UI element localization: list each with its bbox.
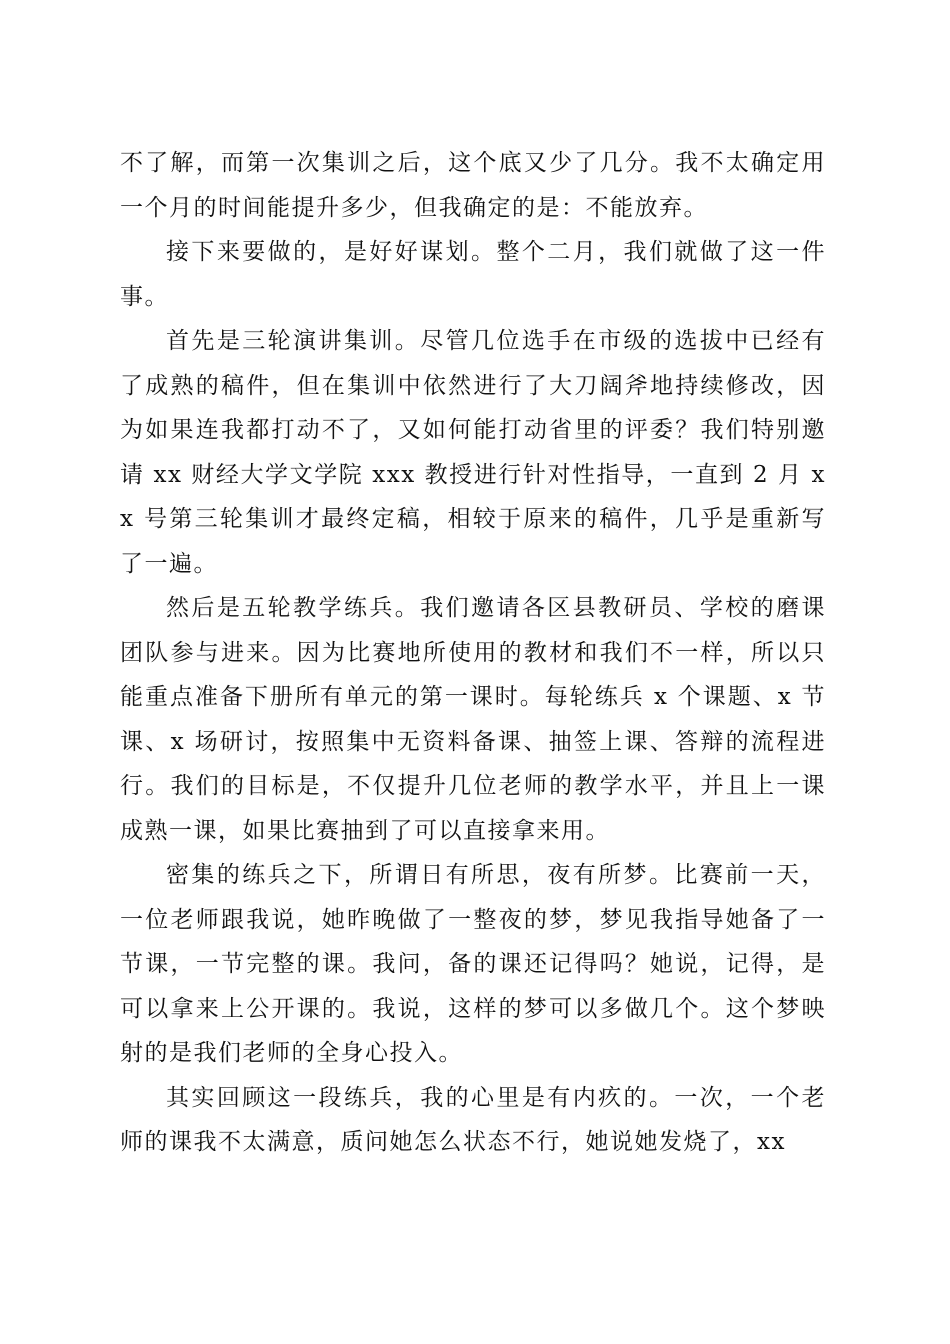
paragraph-teaching-practice: 然后是五轮教学练兵。我们邀请各区县教研员、学校的磨课团队参与进来。因为比赛地所使用的教材和我们不一样，所以只能重点准备下册所有单元的第一课时。每轮练兵 x 个课题、x 节课、x 场研讨，按照集中无资料备课、抽签上课、答辩的流程进行。我们的目标是，不仅提升几位老师的教学水平，并且上一课成熟一课，如果比赛抽到了可以直接拿来用。 [120, 595, 826, 844]
paragraph-speech-training: 首先是三轮演讲集训。尽管几位选手在市级的选拔中已经有了成熟的稿件，但在集训中依然进行了大刀阔斧地持续修改，因为如果连我都打动不了，又如何能打动省里的评委？我们特别邀请 xx 财经大学文学院 xxx 教授进行针对性指导，一直到 2 月 xx 号第三轮集训才最终定稿，相较于原来的稿件，几乎是重新写了一遍。 [120, 328, 826, 577]
paragraph-dream: 密集的练兵之下，所谓日有所思，夜有所梦。比赛前一天，一位老师跟我说，她昨晚做了一整夜的梦，梦见我指导她备了一节课，一节完整的课。我问，备的课还记得吗？她说，记得，是可以拿来上公开课的。我说，这样的梦可以多做几个。这个梦映射的是我们老师的全身心投入。 [120, 862, 826, 1066]
paragraph-continuation: 不了解，而第一次集训之后，这个底又少了几分。我不太确定用一个月的时间能提升多少，但我确定的是：不能放弃。 [120, 150, 826, 221]
paragraph-planning: 接下来要做的，是好好谋划。整个二月，我们就做了这一件事。 [120, 239, 826, 310]
document-body [120, 141, 826, 1165]
paragraph-reflection: 其实回顾这一段练兵，我的心里是有内疚的。一次，一个老师的课我不太满意，质问她怎么状态不行，她说她发烧了，xx [120, 1084, 826, 1155]
